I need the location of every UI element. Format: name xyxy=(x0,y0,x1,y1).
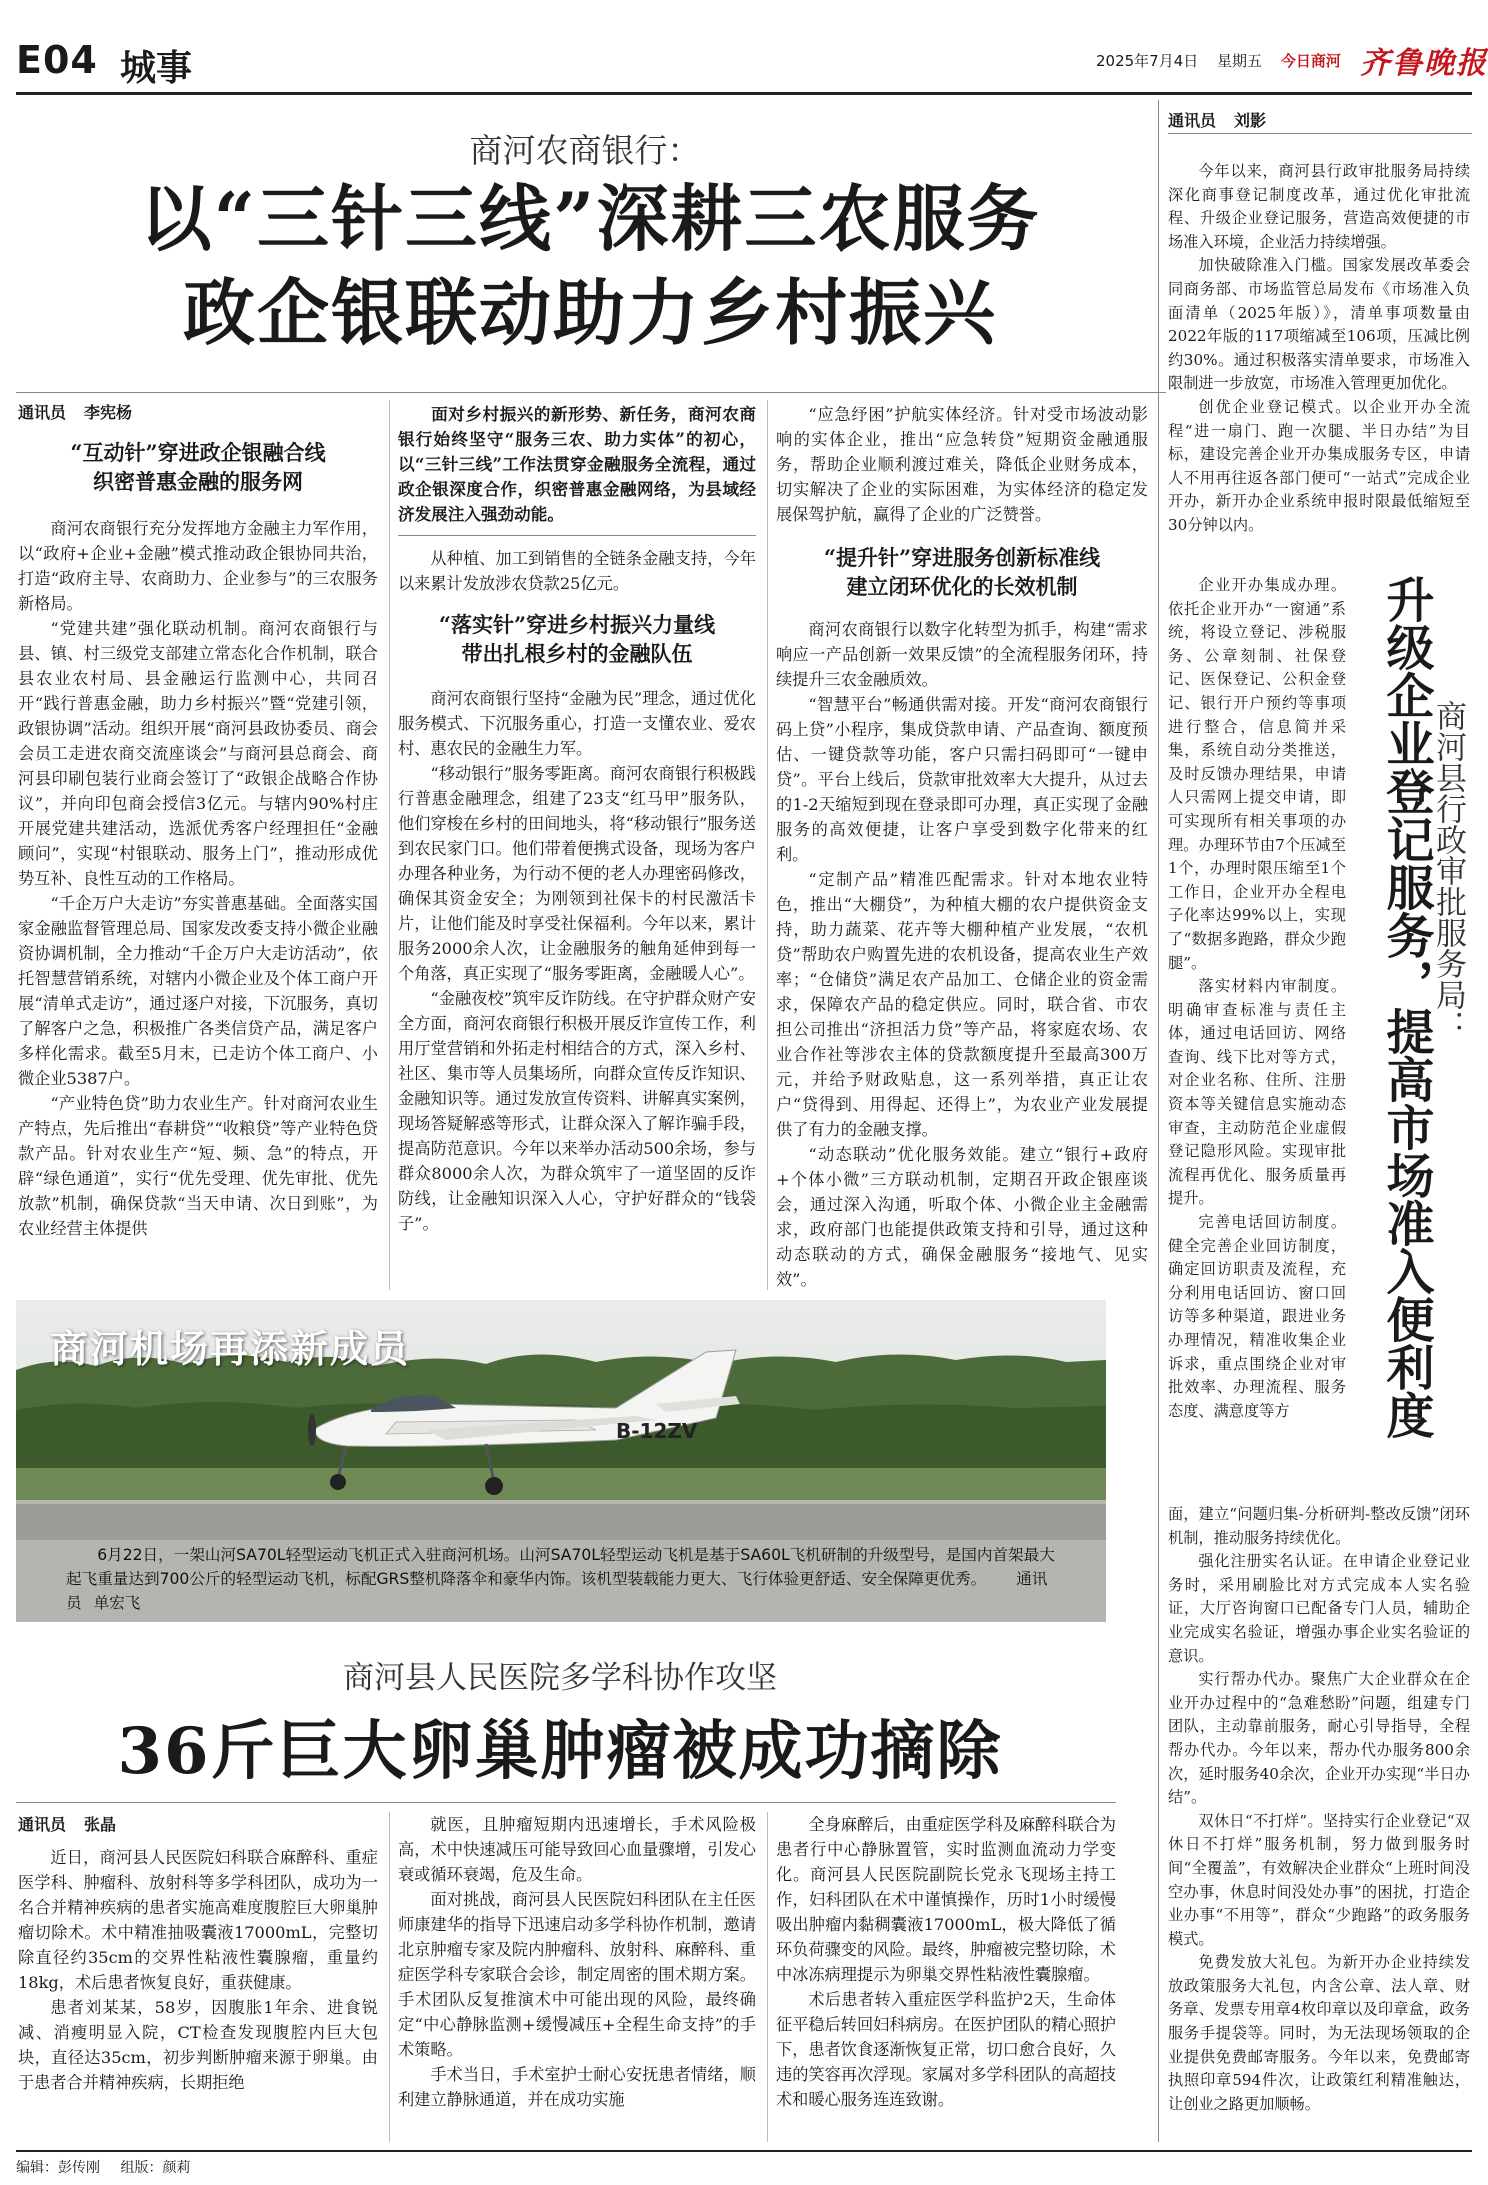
page-code: E04 xyxy=(16,38,98,82)
article1-headline-line1: 以“三针三线”深耕三农服务 xyxy=(139,176,1041,261)
article1-kicker: 商河农商银行： xyxy=(469,131,701,170)
paragraph: “动态联动”优化服务效能。建立“银行+政府+个体小微”三方联动机制，定期召开政企银座谈会，通过深入沟通，听取个体、小微企业主金融需求，政府部门也能提供政策支持和引导，通过这种动态联动的方式，确保金融服务“接地气、见实效”。 xyxy=(776,1145,1148,1289)
article1-column-1-body xyxy=(18,516,378,1241)
byline-label: 通讯员 xyxy=(18,1815,67,1834)
edition-name: 今日商河 xyxy=(1280,52,1341,70)
article1-subhead-1 xyxy=(18,438,378,496)
subhead-line: 建立闭环优化的长效机制 xyxy=(846,574,1078,599)
article3-kicker: 商河县人民医院多学科协作攻坚 xyxy=(343,1660,777,1696)
editor-credit: 编辑：彭传刚 xyxy=(16,2160,100,2176)
subhead-line: “落实针”穿进乡村振兴力量线 xyxy=(438,612,716,637)
article1-column-2-top xyxy=(398,546,756,596)
section-name: 城事 xyxy=(120,48,193,89)
date-line xyxy=(1096,50,1355,71)
paragraph: 商河农商银行坚持“金融为民”理念，通过优化服务模式、下沉服务重心，打造一支懂农业、爱农村、惠农民的金融生力军。 xyxy=(398,689,756,758)
byline-label: 通讯员 xyxy=(18,403,67,422)
paragraph: “定制产品”精准匹配需求。针对本地农业特色，推出“大棚贷”，为种植大棚的农户提供资金支持，助力蔬菜、花卉等大棚种植产业发展，“农机贷”帮助农户购置先进的农机设备，提高农业生产效率；“仓储贷”满足农产品加工、仓储企业的资金需求，保障农产品的稳定供应。同时，联合省、市农担公司推出“济担活力贷”等产品，将家庭农场、农业合作社等涉农主体的贷款额度提升至最高300万元，并给予财政贴息，这一系列举措，真正让农户“贷得到、用得起、还得上”，为农业产业发展提供了有力的金融支撑。 xyxy=(776,870,1148,1139)
article2-headline: 升级企业登记服务，提高市场准入便利度 xyxy=(1378,575,1434,1439)
column-divider xyxy=(389,1812,390,2142)
lead-rule xyxy=(398,535,756,536)
article2-narrow-body xyxy=(1168,574,1346,1423)
newspaper-logo: 齐鲁晚报 xyxy=(1360,46,1488,81)
article3-column-3 xyxy=(776,1812,1116,2112)
issue-weekday: 星期五 xyxy=(1217,52,1263,70)
paragraph: 加快破除准入门槛。国家发展改革委会同商务部、市场监管总局发布《市场准入负面清单（2025年版）》，清单事项数量由2022年版的117项缩减至106项，压减比例约30%。通过积极落实清单要求，市场准入限制进一步放宽，市场准入管理更加优化。 xyxy=(1168,256,1470,393)
footer-rule xyxy=(16,2150,1472,2152)
article2-byline xyxy=(1168,108,1266,131)
paragraph: 免费发放大礼包。为新开办企业持续发放政策服务大礼包，内含公章、法人章、财务章、发票专用章4枚印章以及印章盒，政务服务手提袋等。同时，为无法现场领取的企业提供免费邮寄服务。今年以来，免费邮寄执照印章594件次，让政策红利精准触达，让创业之路更加顺畅。 xyxy=(1168,1953,1470,2113)
article3-rule xyxy=(16,1802,1116,1803)
article1-column-1 xyxy=(18,438,378,1241)
article1-rule xyxy=(16,392,1166,393)
caption-credit-name: 单宏飞 xyxy=(93,1594,141,1612)
byline-name: 张晶 xyxy=(84,1815,117,1834)
paragraph: 手术当日，手术室护士耐心安抚患者情绪，顺利建立静脉通道，并在成功实施 xyxy=(398,2065,756,2109)
paragraph: 今年以来，商河县行政审批服务局持续深化商事登记制度改革，通过优化审批流程、升级企业登记服务，营造高效便捷的市场准入环境，企业活力持续增强。 xyxy=(1168,162,1470,251)
paragraph: “金融夜校”筑牢反诈防线。在守护群众财产安全方面，商河农商银行积极开展反诈宣传工作，利用厅堂营销和外拓走村相结合的方式，深入乡村、社区、集市等人员集场所，向群众宣传反诈知识、金融知识等。通过发放宣传资料、讲解真实案例，现场答疑解惑等形式，让群众深入了解诈骗手段，提高防范意识。今年以来举办活动500余场，参与群众8000余人次，为群众筑牢了一道坚固的反诈防线，让金融知识深入人心，守护好群众的“钱袋子”。 xyxy=(398,989,756,1233)
article1-headline xyxy=(20,172,1160,360)
byline-name: 李宪杨 xyxy=(84,403,133,422)
paragraph: 面，建立“问题归集-分析研判-整改反馈”闭环机制，推动服务持续优化。 xyxy=(1168,1505,1470,1547)
subhead-line: 织密普惠金融的服务网 xyxy=(93,469,303,494)
article1-column-2 xyxy=(398,402,756,1236)
paragraph: “千企万户大走访”夯实普惠基础。全面落实国家金融监督管理总局、国家发改委支持小微企业融资协调机制，全力推动“千企万户大走访活动”，依托智慧营销系统，对辖内小微企业及个体工商户开展“清单式走访”，通过逐户对接，下沉服务，真切了解客户之急，积极推广各类信贷产品，满足客户多样化需求。截至5月末，已走访个体工商户、小微企业5387户。 xyxy=(18,894,378,1088)
article1-headline-line2: 政企银联动助力乡村振兴 xyxy=(182,270,997,355)
subhead-line: 带出扎根乡村的金融队伍 xyxy=(461,641,693,666)
article3-column-1 xyxy=(18,1845,378,2095)
paragraph: 完善电话回访制度。健全完善企业回访制度，确定回访职责及流程，充分利用电话回访、窗口回访等多种渠道，跟进业务办理情况，精准收集企业诉求，重点围绕企业对审批效率、办理流程、服务态度、满意度等方 xyxy=(1168,1213,1346,1420)
aircraft-registration: B-12ZV xyxy=(616,1419,698,1443)
byline-rule xyxy=(1168,133,1472,134)
paragraph: 商河农商银行以数字化转型为抓手，构建“需求响应一产品创新一效果反馈”的全流程服务闭环，持续提升三农金融质效。 xyxy=(776,620,1148,689)
article2-bottom-body xyxy=(1168,1503,1470,2116)
caption-credit-label: 通讯员 xyxy=(66,1570,1048,1612)
paragraph: “智慧平台”畅通供需对接。开发“商河农商银行码上贷”小程序，集成贷款申请、产品查询、额度预估、一键贷款等功能，客户只需扫码即可“一键申贷”。平台上线后，贷款审批效率大大提升，从过去的1-2天缩短到现在登录即可办理，真正实现了金融服务的高效便捷，让客户享受到数字化带来的红利。 xyxy=(776,695,1148,864)
paragraph: 商河农商银行充分发挥地方金融主力军作用，以“政府+企业+金融”模式推动政企银协同共治，打造“政府主导、农商助力、企业参与”的三农服务新格局。 xyxy=(18,519,378,613)
layout-credit: 组版：颜莉 xyxy=(120,2160,191,2176)
article1-subhead-3 xyxy=(776,543,1148,601)
subhead-line: “互动针”穿进政企银融合线 xyxy=(70,440,326,465)
paragraph: “产业特色贷”助力农业生产。针对商河农业生产特点，先后推出“春耕贷”“收粮贷”等产业特色贷款产品。针对农业生产“短、频、急”的特点，开辟“绿色通道”，实行“优先受理、优先审批、优先放款”机制，确保贷款“当天申请、次日到账”，为农业经营主体提供 xyxy=(18,1094,378,1238)
byline-name: 刘影 xyxy=(1234,111,1267,130)
photo-title: 商河机场再添新成员 xyxy=(50,1326,411,1371)
photo-caption xyxy=(66,1543,1056,1615)
right-column-divider xyxy=(1158,100,1159,2142)
paragraph: 实行帮办代办。聚焦广大企业群众在企业开办过程中的“急难愁盼”问题，组建专门团队，主动靠前服务，耐心引导指导，全程帮办代办。今年以来，帮办代办服务800余次，延时服务40余次，企业开办实现“半日办结”。 xyxy=(1168,1670,1470,1807)
paragraph: 双休日“不打烊”。坚持实行企业登记“双休日不打烊”服务机制，努力做到服务时间“全覆盖”，有效解决企业群众“上班时间没空办事，休息时间没处办事”的困扰，打造企业办事“不用等”，群众“少跑路”的政务服务模式。 xyxy=(1168,1811,1470,1948)
article2-top-body xyxy=(1168,160,1470,538)
paragraph: 全身麻醉后，由重症医学科及麻醉科联合为患者行中心静脉置管，实时监测血流动力学变化。商河县人民医院副院长党永飞现场主持工作，妇科团队在术中谨慎操作，历时1小时缓慢吸出肿瘤内黏稠囊液17000mL，极大降低了循环负荷骤变的风险。最终，肿瘤被完整切除，术中冰冻病理提示为卵巢交界性粘液性囊腺瘤。 xyxy=(776,1815,1116,1984)
paragraph: 近日，商河县人民医院妇科联合麻醉科、重症医学科、肿瘤科、放射科等多学科团队，成功为一名合并精神疾病的患者实施高难度腹腔巨大卵巢肿瘤切除术。术中精准抽吸囊液17000mL，完整切除直径约35cm的交界性粘液性囊腺瘤，重量约18kg，术后患者恢复良好，重获健康。 xyxy=(18,1848,378,1992)
caption-text: 6月22日，一架山河SA70L轻型运动飞机正式入驻商河机场。山河SA70L轻型运动飞机是基于SA60L飞机研制的升级型号，是国内首架最大起飞重量达到700公斤的轻型运动飞机，标配GRS整机降落伞和豪华内饰。该机型装载能力更大、飞行体验更舒适、安全保障更优秀。 xyxy=(66,1546,1055,1588)
column-divider xyxy=(767,1812,768,2142)
paragraph: 患者刘某某，58岁，因腹胀1年余、进食锐减、消瘦明显入院，CT检查发现腹腔内巨大包块，直径达35cm，初步判断肿瘤来源于卵巢。由于患者合并精神疾病，长期拒绝 xyxy=(18,1998,378,2092)
article1-column-2-body xyxy=(398,686,756,1236)
paragraph: 就医，且肿瘤短期内迅速增长，手术风险极高，术中快速减压可能导致回心血量骤增，引发心衰或循环衰竭，危及生命。 xyxy=(398,1815,756,1884)
paragraph: 从种植、加工到销售的全链条金融支持，今年以来累计发放涉农贷款25亿元。 xyxy=(398,549,756,593)
article1-subhead-2 xyxy=(398,610,756,668)
paragraph: “移动银行”服务零距离。商河农商银行积极践行普惠金融理念，组建了23支“红马甲”服务队，他们穿梭在乡村的田间地头，将“移动银行”服务送到农民家门口。他们带着便携式设备，现场为客户办理各种业务，为行动不便的老人办理密码修改，确保其资金安全；为刚领到社保卡的村民激活卡片，让他们能及时享受社保福利。今年以来，累计服务2000余人次，让金融服务的触角延伸到每一个角落，真正实现了“服务零距离，金融暖人心”。 xyxy=(398,764,756,983)
subhead-line: “提升针”穿进服务创新标准线 xyxy=(823,545,1101,570)
article2-kicker: 商河县行政审批服务局： xyxy=(1430,700,1466,1041)
header-rule xyxy=(16,92,1472,95)
article1-column-3 xyxy=(776,402,1148,1292)
paragraph: “党建共建”强化联动机制。商河农商银行与县、镇、村三级党支部建立常态化合作机制，联合县农业农村局、县金融运行监测中心，共同召开“践行普惠金融，助力乡村振兴”暨“党建引领，政银协调”活动。组织开展“商河县政协委员、商会会员工走进农商交流座谈会”与商河县总商会、商河县印刷包装行业商会签订了“政银企战略合作协议”，并向印包商会授信3亿元。与辖内90%村庄开展党建共建活动，选派优秀客户经理担任“金融顾问”，实现“村银联动、服务上门”，推动形成优势互补、良性互动的工作格局。 xyxy=(18,619,378,888)
article1-column-3-body xyxy=(776,617,1148,1292)
paragraph: “应急纾困”护航实体经济。针对受市场波动影响的实体企业，推出“应急转贷”短期资金融通服务，帮助企业顺利渡过难关，降低企业财务成本，切实解决了企业的实际困难，为实体经济的稳定发展保驾护航，赢得了企业的广泛赞誉。 xyxy=(776,405,1148,524)
issue-date: 2025年7月4日 xyxy=(1096,52,1199,70)
article3-headline: 36斤巨大卵巢肿瘤被成功摘除 xyxy=(117,1714,1003,1789)
paragraph: 面对挑战，商河县人民医院妇科团队在主任医师康建华的指导下迅速启动多学科协作机制，邀请北京肿瘤专家及院内肿瘤科、放射科、麻醉科、重症医学科专家联合会诊，制定周密的围术期方案。手术团队反复推演术中可能出现的风险，最终确定“中心静脉监测+缓慢减压+全程生命支持”的手术策略。 xyxy=(398,1890,756,2059)
article3-column-2 xyxy=(398,1812,756,2112)
paragraph: 落实材料内审制度。明确审查标准与责任主体，通过电话回访、网络查询、线下比对等方式，对企业名称、住所、注册资本等关键信息实施动态审查，主动防范企业虚假登记隐形风险。实现审批流程再优化、服务质量再提升。 xyxy=(1168,977,1346,1208)
paragraph: 企业开办集成办理。依托企业开办“一窗通”系统，将设立登记、涉税服务、公章刻制、社保登记、医保登记、公积金登记、银行开户预约等事项进行整合，信息简并采集，系统自动分类推送，及时反馈办理结果，申请人只需网上提交申请，即可实现所有相关事项的办理。办理环节由7个压减至1个，办理时限压缩至1个工作日，企业开办全程电子化率达99%以上，实现了“数据多跑路，群众少跑腿”。 xyxy=(1168,576,1346,972)
article3-byline xyxy=(18,1812,116,1835)
article1-byline xyxy=(18,400,132,423)
paragraph: 术后患者转入重症医学科监护2天，生命体征平稳后转回妇科病房。在医护团队的精心照护下，患者饮食逐渐恢复正常，切口愈合良好，久违的笑容再次浮现。家属对多学科团队的高超技术和暖心服务连连致谢。 xyxy=(776,1990,1116,2109)
column-divider xyxy=(767,400,768,1290)
paragraph: 创优企业登记模式。以企业开办全流程“进一扇门、跑一次腿、半日办结”为目标，建设完善企业开办集成服务专区，申请人不用再往返各部门便可“一站式”完成企业开办，新开办企业系统申报时限最低缩短至30分钟以内。 xyxy=(1168,397,1470,534)
paragraph: 强化注册实名认证。在申请企业登记业务时，采用刷脸比对方式完成本人实名验证，大厅咨询窗口已配备专门人员，辅助企业完成实名验证，增强办事企业实名验证的意识。 xyxy=(1168,1552,1470,1665)
page-footer xyxy=(16,2157,206,2177)
article1-lead: 面对乡村振兴的新形势、新任务，商河农商银行始终坚守“服务三农、助力实体”的初心，以“三针三线”工作法贯穿金融服务全流程，通过政企银深度合作，织密普惠金融网络，为县域经济发展注入强劲动能。 xyxy=(398,404,756,524)
article1-column-3-top xyxy=(776,402,1148,527)
column-divider xyxy=(389,400,390,1290)
byline-label: 通讯员 xyxy=(1168,111,1217,130)
